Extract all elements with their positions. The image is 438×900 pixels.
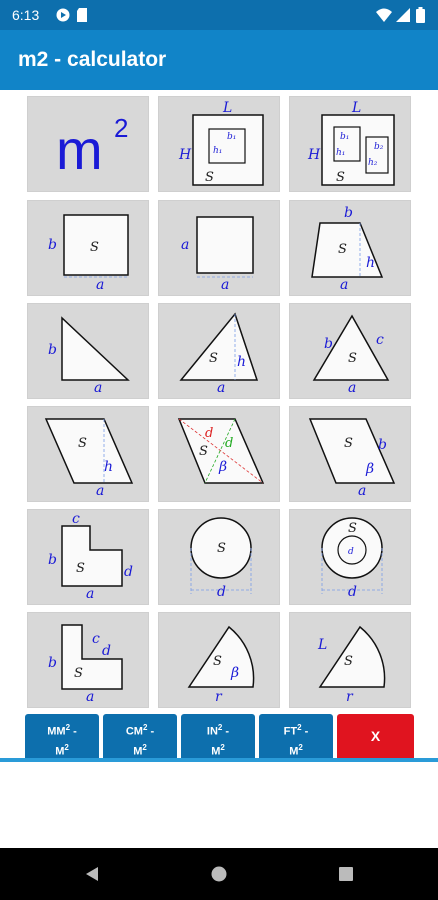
label-a: a <box>358 483 367 499</box>
label-H: H <box>179 147 192 163</box>
label-c: c <box>376 332 384 348</box>
tile-sector-angle[interactable] <box>158 612 280 708</box>
label-c: c <box>92 631 100 647</box>
recents-icon[interactable] <box>338 866 354 882</box>
tile-triangle-sides[interactable] <box>289 303 411 399</box>
label-S: S <box>344 654 353 669</box>
play-protect-icon <box>56 8 70 22</box>
label-r: r <box>346 689 353 705</box>
label-L: L <box>318 637 328 653</box>
close-button[interactable] <box>337 714 414 758</box>
tile-m2-symbol[interactable] <box>27 96 149 192</box>
m2-base: m <box>56 118 103 181</box>
close-label: X <box>370 728 381 744</box>
label-a: a <box>348 380 357 396</box>
label-d1: d <box>205 426 214 441</box>
ft2-to-m2-button[interactable]: $FT^2$ - $M^2$ <box>259 714 333 758</box>
label-b1: b₁ <box>227 132 237 142</box>
label-a: a <box>96 277 105 293</box>
tile-rectangle[interactable] <box>27 200 149 296</box>
status-bar <box>0 0 438 30</box>
label-a: a <box>86 689 95 705</box>
label-b: b <box>378 437 387 453</box>
sd-card-icon <box>76 8 88 22</box>
label-S: S <box>336 170 345 185</box>
status-time: 6:13 <box>12 7 40 23</box>
tile-square[interactable] <box>158 200 280 296</box>
label-b1: b₁ <box>340 132 350 142</box>
tile-room-two-columns[interactable] <box>289 96 411 192</box>
label-d: d <box>348 584 357 600</box>
label-b: b <box>48 342 57 358</box>
label-L: L <box>223 100 233 116</box>
label-S: S <box>78 436 87 451</box>
in2-to-m2-button[interactable]: $IN^2$ - $M^2$ <box>181 714 255 758</box>
m2-exponent: 2 <box>114 113 129 143</box>
label-d-inner: d <box>348 547 354 557</box>
label-b: b <box>48 655 57 671</box>
signal-icon <box>396 8 410 22</box>
label-h: h <box>366 255 376 271</box>
label-d2: d <box>225 436 234 451</box>
app-title: m2 - calculator <box>18 48 167 71</box>
label-d: d <box>124 564 133 580</box>
label-a: a <box>340 277 349 293</box>
label-H: H <box>308 147 321 163</box>
mm2-to-m2-button[interactable]: $MM^2$ - $M^2$ <box>25 714 99 758</box>
label-a: a <box>86 586 95 602</box>
tile-parallelogram-height[interactable] <box>27 406 149 502</box>
label-b: b <box>344 205 353 221</box>
label-h2: h₂ <box>368 158 378 168</box>
home-icon[interactable] <box>211 866 227 882</box>
label-S: S <box>205 170 214 185</box>
back-icon[interactable] <box>84 866 100 882</box>
label-a: a <box>96 483 105 499</box>
tile-right-triangle[interactable] <box>27 303 149 399</box>
label-b: b <box>48 552 57 568</box>
system-nav-bar <box>0 848 438 900</box>
tile-ring[interactable] <box>289 509 411 605</box>
tile-circle[interactable] <box>158 509 280 605</box>
label-S: S <box>90 240 99 255</box>
label-b2: b₂ <box>374 142 384 152</box>
label-S: S <box>209 351 218 366</box>
label-S: S <box>348 521 357 536</box>
label-S: S <box>217 541 226 556</box>
label-beta: β <box>366 461 375 477</box>
tile-l-shape-step[interactable] <box>27 509 149 605</box>
tile-triangle-height[interactable] <box>158 303 280 399</box>
tile-l-shape-notch[interactable] <box>27 612 149 708</box>
label-S: S <box>348 351 357 366</box>
label-beta: β <box>219 459 228 475</box>
label-L: L <box>352 100 362 116</box>
tile-sector-arc[interactable] <box>289 612 411 708</box>
label-S: S <box>76 561 85 576</box>
label-h1: h₁ <box>213 146 223 156</box>
label-S: S <box>338 242 347 257</box>
label-beta: β <box>231 665 240 681</box>
battery-icon <box>416 7 425 23</box>
label-S: S <box>74 666 83 681</box>
divider <box>0 758 438 762</box>
label-h: h <box>237 354 247 370</box>
label-c: c <box>72 511 80 527</box>
label-d: d <box>217 584 226 600</box>
label-h1: h₁ <box>336 148 346 158</box>
app-bar <box>0 30 438 90</box>
label-a: a <box>181 237 190 253</box>
label-r: r <box>215 689 222 705</box>
label-b: b <box>48 237 57 253</box>
wifi-icon <box>376 8 392 22</box>
tile-parallelogram-angle[interactable] <box>289 406 411 502</box>
label-S: S <box>213 654 222 669</box>
label-a: a <box>217 380 226 396</box>
label-b: b <box>324 336 333 352</box>
tile-trapezoid[interactable] <box>289 200 411 296</box>
label-a: a <box>94 380 103 396</box>
label-S: S <box>344 436 353 451</box>
tile-parallelogram-diagonals[interactable] <box>158 406 280 502</box>
label-a: a <box>221 277 230 293</box>
label-S: S <box>199 444 208 459</box>
cm2-to-m2-button[interactable]: $CM^2$ - $M^2$ <box>103 714 177 758</box>
label-d: d <box>102 643 111 659</box>
tile-room-one-column[interactable] <box>158 96 280 192</box>
label-h: h <box>104 459 114 475</box>
